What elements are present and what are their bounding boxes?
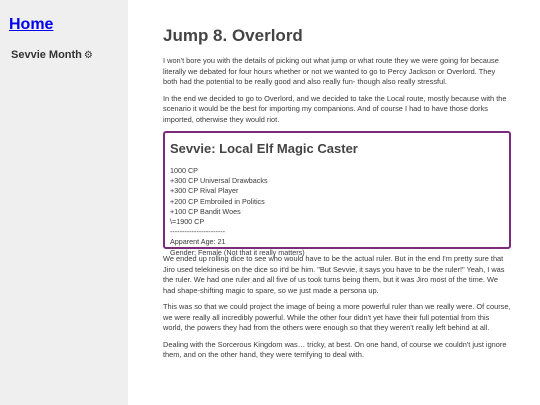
build-line: 1000 CP xyxy=(170,166,198,175)
build-line: Apparent Age: 21 xyxy=(170,237,226,247)
build-line: +100 CP Bandit Woes xyxy=(170,206,241,216)
intro-paragraph: I won't bore you with the details of picking out what jump or what route they we were going for because literally we debated for four hours whether or not we wanted to go to Percy Jackson or Overlord. They both had the potential to be really good and also really fun- though also really stressful. xyxy=(163,56,499,86)
build-line: +300 CP Universal Drawbacks xyxy=(170,176,268,186)
body-paragraph: Dealing with the Sorcerous Kingdom was… tricky, at best. On one hand, of course we couldn't just ignore them, and on the other hand, they were terrifying to deal with. xyxy=(163,339,507,359)
post-content xyxy=(163,26,511,367)
home-link[interactable]: Home xyxy=(9,16,54,33)
build-line: ----------------------- xyxy=(170,227,226,237)
post-title: Jump 8. Overlord xyxy=(163,26,303,45)
build-line: +200 CP Embroiled in Politics xyxy=(170,196,265,206)
build-title: Sevvie: Local Elf Magic Caster xyxy=(170,141,358,156)
gear-icon: ⚙ xyxy=(83,50,93,61)
build-box[interactable] xyxy=(163,131,511,257)
body-paragraph: We ended up rolling dice to see who would have to be the actual ruler. But in the end I'm pretty sure that Jiro used telekinesis on the dice so it'd be him. "But Sevvie, it says you have to be the ruler!" Yeah, I was the ruler. We had one ruler and all five of us took turns being them, but it was Jiro most of the time. We had shape-shifting magic to spare, so we just made a persona up. xyxy=(163,254,505,295)
sidebar-item-label: Sevvie Month xyxy=(11,49,82,61)
sidebar-item-sevvie-month[interactable] xyxy=(11,49,93,61)
intro-paragraph: In the end we decided to go to Overlord, and we decided to take the Local route, mostly because with the scenario it would be the best for importing my companions. And of course I had to have those dorks imported, otherwise they would riot. xyxy=(163,93,507,124)
build-line: +300 CP Rival Player xyxy=(170,186,239,196)
body-paragraph: This was so that we could project the image of being a more powerful ruler than we really were. Of course, we were really all incredibly powerful. While the other four didn't yet have their full potential from this world, the powers they had from the others were enough so that they weren't really left behind at all. xyxy=(163,302,511,332)
sidebar xyxy=(0,0,128,405)
build-line: Gender: Female (Not that it really matters) xyxy=(170,247,305,257)
build-line: \=1900 CP xyxy=(170,217,205,227)
